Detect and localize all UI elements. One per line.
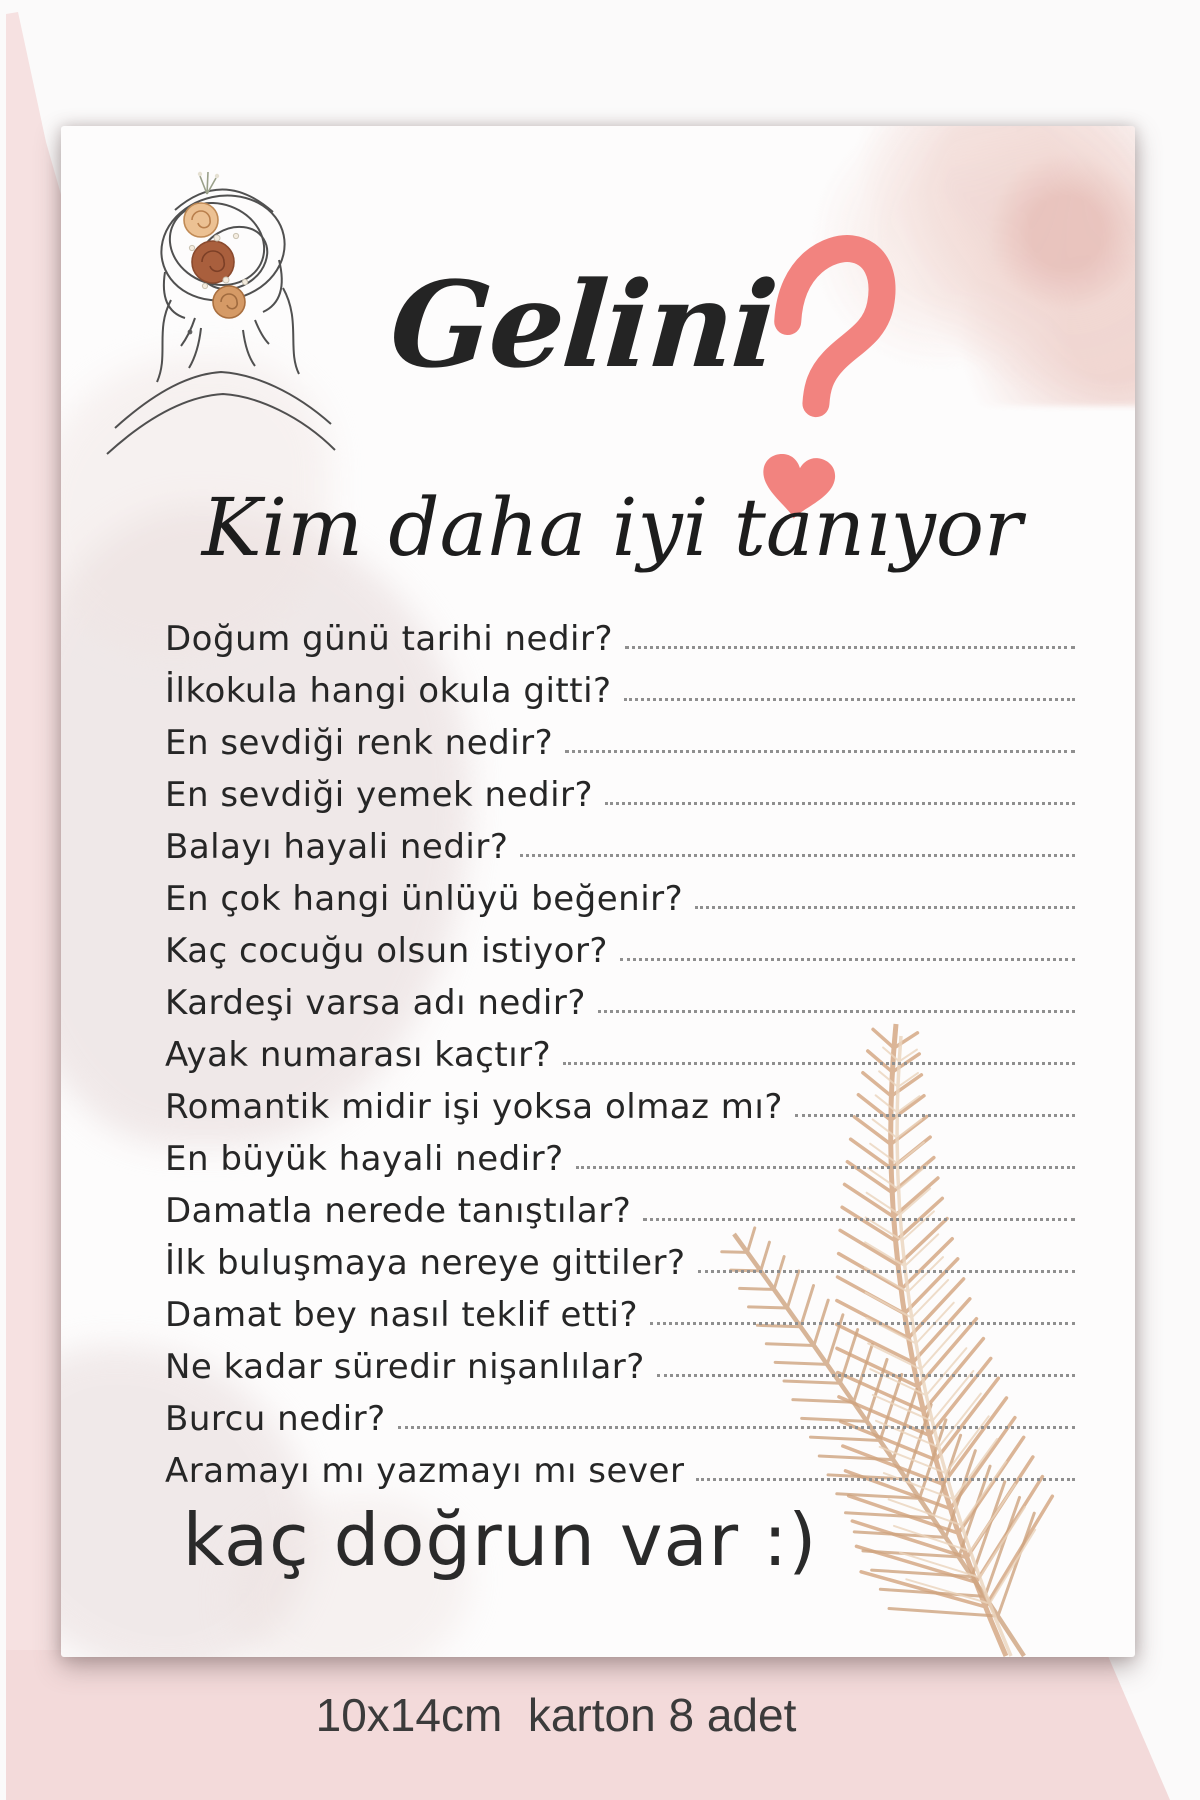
- question-text: Aramayı mı yazmayı mı sever: [165, 1450, 685, 1491]
- question-text: Doğum günü tarihi nedir?: [165, 618, 613, 659]
- answer-line: [698, 1270, 1075, 1273]
- question-text: Ayak numarası kaçtır?: [165, 1034, 552, 1075]
- question-text: En çok hangi ünlüyü beğenir?: [165, 878, 684, 919]
- question-row: [165, 658, 1077, 710]
- question-text: Ne kadar süredir nişanlılar?: [165, 1346, 645, 1387]
- question-row: [165, 1230, 1077, 1282]
- card-footer-text: kaç doğrun var :): [182, 1498, 818, 1582]
- answer-line: [695, 906, 1075, 909]
- question-text: İlk buluşmaya nereye gittiler?: [165, 1242, 686, 1283]
- question-text: En sevdiği yemek nedir?: [165, 774, 594, 815]
- game-card: [61, 126, 1135, 1657]
- question-row: [165, 918, 1077, 970]
- answer-line: [624, 698, 1075, 701]
- answer-line: [576, 1166, 1075, 1169]
- question-row: [165, 1178, 1077, 1230]
- question-row: [165, 710, 1077, 762]
- answer-line: [643, 1218, 1075, 1221]
- question-text: Balayı hayali nedir?: [165, 826, 509, 867]
- answer-line: [795, 1114, 1075, 1117]
- question-row: [165, 1334, 1077, 1386]
- question-row: [165, 762, 1077, 814]
- answer-line: [565, 750, 1075, 753]
- question-row: [165, 1282, 1077, 1334]
- question-text: Romantik midir işi yoksa olmaz mı?: [165, 1086, 783, 1127]
- question-text: Kardeşi varsa adı nedir?: [165, 982, 586, 1023]
- card-title: Gelini: [386, 255, 781, 394]
- product-caption: 10x14cm karton 8 adet: [315, 1689, 797, 1741]
- question-row: [165, 1074, 1077, 1126]
- questions-list: [165, 606, 1077, 1490]
- answer-line: [625, 646, 1075, 649]
- answer-line: [398, 1426, 1075, 1429]
- question-row: [165, 1022, 1077, 1074]
- question-text: Damat bey nasıl teklif etti?: [165, 1294, 639, 1335]
- question-row: [165, 1438, 1077, 1490]
- answer-line: [696, 1478, 1075, 1481]
- question-row: [165, 866, 1077, 918]
- question-text: En büyük hayali nedir?: [165, 1138, 564, 1179]
- question-row: [165, 1386, 1077, 1438]
- answer-line: [620, 958, 1075, 961]
- question-text: Burcu nedir?: [165, 1398, 386, 1439]
- answer-line: [605, 802, 1075, 805]
- question-row: [165, 970, 1077, 1022]
- question-row: [165, 1126, 1077, 1178]
- answer-line: [520, 854, 1075, 857]
- question-text: Damatla nerede tanıştılar?: [165, 1190, 632, 1231]
- question-text: Kaç cocuğu olsun istiyor?: [165, 930, 608, 971]
- question-row: [165, 606, 1077, 658]
- answer-line: [650, 1322, 1075, 1325]
- answer-line: [598, 1010, 1075, 1013]
- answer-line: [657, 1374, 1075, 1377]
- question-text: En sevdiği renk nedir?: [165, 722, 554, 763]
- bride-line-art-icon: [105, 160, 340, 460]
- answer-line: [563, 1062, 1075, 1065]
- question-text: İlkokula hangi okula gitti?: [165, 670, 612, 711]
- card-subtitle: Kim daha iyi tanıyor: [201, 481, 1023, 574]
- question-row: [165, 814, 1077, 866]
